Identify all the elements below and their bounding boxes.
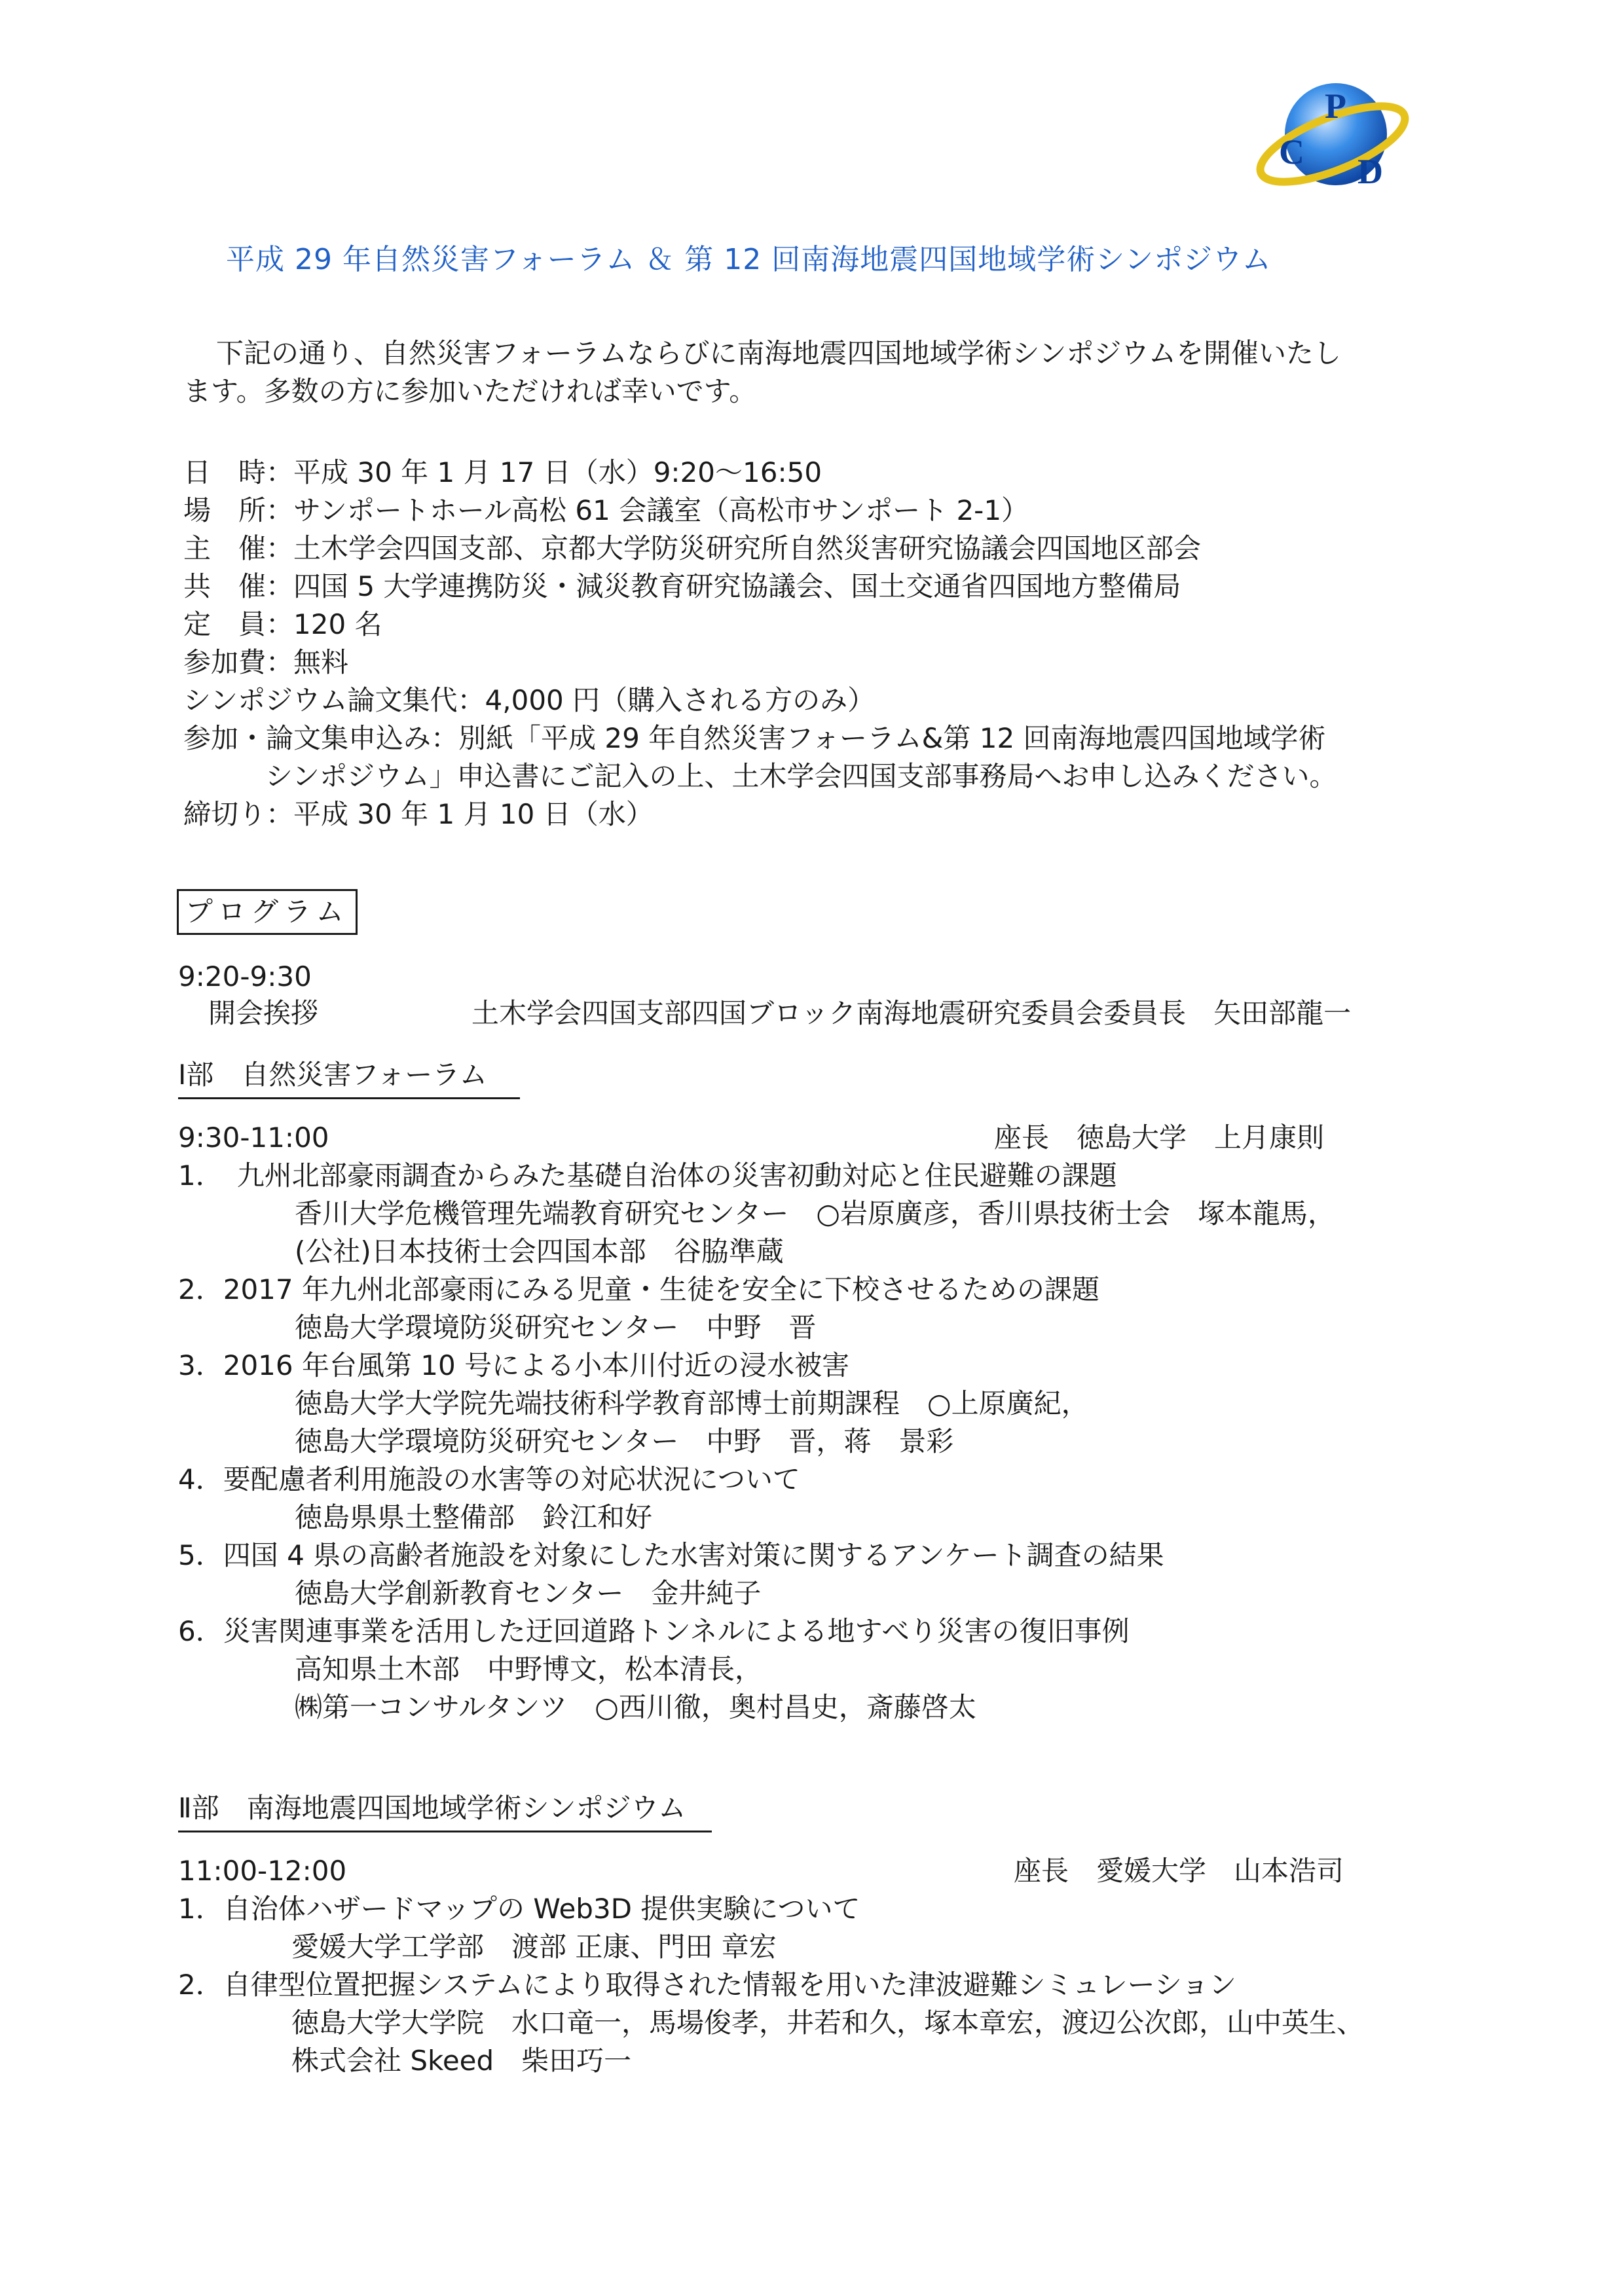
detail-fee: 参加費：無料 [183,646,349,678]
part1-item-3-authors: 徳島大学環境防災研究センター 中野 晋，蒋 景彩 [295,1425,954,1457]
part2-chair: 座長 愛媛大学 山本浩司 [1014,1855,1344,1887]
part1-item-4-title: 4．要配慮者利用施設の水害等の対応状況について [178,1463,800,1495]
part2-heading: Ⅱ部 南海地震四国地域学術シンポジウム [178,1789,712,1832]
part2-item-2-title: 2．自律型位置把握システムにより取得された情報を用いた津波避難シミュレーション [178,1969,1237,2001]
part2-item-1-authors: 愛媛大学工学部 渡部 正康、門田 章宏 [291,1931,777,1963]
part1-item-5-title: 5．四国 4 県の高齢者施設を対象にした水害対策に関するアンケート調査の結果 [178,1539,1164,1571]
part1-time: 9:30-11:00 [178,1121,329,1154]
part1-item-2-title: 2．2017 年九州北部豪雨にみる児童・生徒を安全に下校させるための課題 [178,1273,1099,1305]
opening-label: 開会挨拶 [208,997,319,1029]
part2-item-2-authors: 徳島大学大学院 水口竜一，馬場俊孝，井若和久，塚本章宏，渡辺公次郎，山中英生、 [291,2007,1365,2039]
detail-venue: 場 所：サンポートホール高松 61 会議室（高松市サンポート 2-1） [183,494,1029,526]
detail-organizer: 主 催：土木学会四国支部、京都大学防災研究所自然災害研究協議会四国地区部会 [183,532,1202,564]
detail-application-1: 参加・論文集申込み：別紙「平成 29 年自然災害フォーラム&第 12 回南海地震四国地域学術 [183,722,1326,754]
part1-item-1-title: 1． 九州北部豪雨調査からみた基礎自治体の災害初動対応と住民避難の課題 [178,1159,1117,1192]
logo-letter-d: D [1357,152,1383,191]
detail-cosponsor: 共 催：四国 5 大学連携防災・減災教育研究協議会、国土交通省四国地方整備局 [183,570,1181,602]
part1-item-6-authors: ㈱第一コンサルタンツ ○西川徹，奥村昌史，斎藤啓太 [295,1691,976,1723]
logo-letter-p: P [1325,86,1346,126]
detail-datetime: 日 時：平成 30 年 1 月 17 日（水）9:20～16:50 [183,456,822,488]
detail-application-2: シンポジウム」申込書にご記入の上、土木学会四国支部事務局へお申し込みください。 [265,760,1337,792]
part1-chair: 座長 徳島大学 上月康則 [994,1121,1325,1154]
part1-item-2-authors: 徳島大学環境防災研究センター 中野 晋 [295,1311,817,1343]
part1-item-6-title: 6．災害関連事業を活用した迂回道路トンネルによる地すべり災害の復旧事例 [178,1615,1130,1647]
part2-item-1-title: 1．自治体ハザードマップの Web3D 提供実験について [178,1893,860,1925]
part1-item-5-authors: 徳島大学創新教育センター 金井純子 [295,1577,762,1609]
program-heading: プログラム [177,889,358,935]
part1-item-1-authors: 香川大学危機管理先端教育研究センター ○岩原廣彦，香川県技術士会 塚本龍馬， [295,1197,1335,1230]
detail-capacity: 定 員：120 名 [183,608,382,640]
part1-item-3-title: 3．2016 年台風第 10 号による小本川付近の浸水被害 [178,1349,850,1381]
intro-line-2: ます。多数の方に参加いただければ幸いです。 [183,375,757,407]
part2-time: 11:00-12:00 [178,1855,347,1887]
document-title: 平成 29 年自然災害フォーラム ＆ 第 12 回南海地震四国地域学術シンポジウム [226,243,1272,276]
part1-item-6-authors: 高知県土木部 中野博文，松本清長， [295,1653,763,1685]
logo-letter-c: C [1279,132,1304,172]
detail-deadline: 締切り：平成 30 年 1 月 10 日（水） [183,798,654,830]
part2-item-2-authors: 株式会社 Skeed 柴田巧一 [291,2045,632,2077]
part1-item-1-authors: (公社)日本技術士会四国本部 谷脇準蔵 [295,1235,784,1267]
cpd-logo [1247,65,1418,210]
intro-line-1: 下記の通り、自然災害フォーラムならびに南海地震四国地域学術シンポジウムを開催いたし [216,337,1342,369]
detail-proceedings-price: シンポジウム論文集代：4,000 円（購入される方のみ） [183,684,876,716]
opening-time: 9:20-9:30 [178,960,312,993]
part1-item-4-authors: 徳島県県土整備部 鈴江和好 [295,1501,653,1533]
part1-heading: Ⅰ部 自然災害フォーラム [178,1055,520,1099]
opening-speaker: 土木学会四国支部四国ブロック南海地震研究委員会委員長 矢田部龍一 [471,997,1352,1029]
part1-item-3-authors: 徳島大学大学院先端技術科学教育部博士前期課程 ○上原廣紀， [295,1387,1089,1419]
